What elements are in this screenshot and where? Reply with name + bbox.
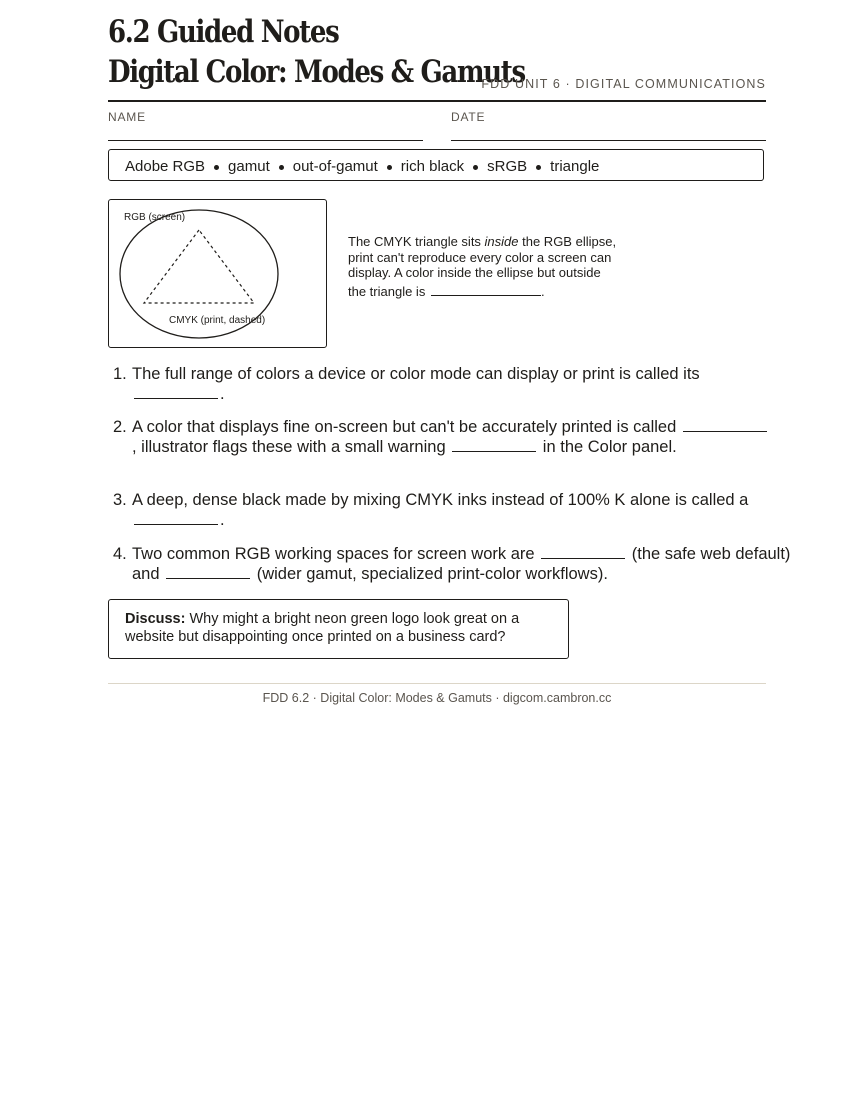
word-bank-term: gamut [228,158,270,175]
gamut-diagram-svg [109,200,328,349]
name-field-line[interactable] [108,140,423,141]
gamut-diagram [108,199,327,348]
word-bank-term: Adobe RGB [125,158,206,175]
question-text: A color that displays fine on-screen but can't be accurately printed is called [132,418,681,436]
bullet-separator [214,165,219,170]
question-text: . [220,385,225,403]
question-number: 3. [113,491,127,509]
question-item [108,364,792,404]
question-item [108,544,792,584]
answer-blank[interactable] [541,545,625,559]
question-number: 2. [113,418,127,436]
question-item [108,417,772,457]
question-text: , illustrator flags these with a small warning [132,438,451,456]
page-title [108,12,525,92]
answer-blank[interactable] [683,418,767,432]
caption-emphasis: inside [484,234,519,249]
answer-blank[interactable] [452,438,536,452]
question-text: Two common RGB working spaces for screen work are [132,545,540,563]
discuss-label: Discuss: [125,611,186,627]
word-bank-term: out-of-gamut [292,158,378,175]
question-text: in the Color panel. [538,438,677,456]
bullet-separator [279,165,284,170]
diagram-caption [348,234,618,299]
cmyk-gamut-triangle [144,230,254,303]
discuss-text: Why might a bright neon green logo look great on a website but disappointing once printed on a business card? [125,611,520,645]
word-bank-term: triangle [550,158,600,175]
question-text: (the safe web default) and [132,545,791,583]
header-divider [108,100,766,102]
footer: FDD 6.2 · Digital Color: Modes & Gamuts · digcom.cambron.cc [262,691,612,705]
title-line-2: Digital Color: Modes & Gamuts [108,54,525,90]
name-label: NAME [108,110,146,124]
footer-divider [108,683,766,684]
answer-blank[interactable] [431,281,541,296]
bullet-separator [473,165,478,170]
date-field-line[interactable] [451,140,766,141]
question-item [108,490,812,530]
caption-text: The CMYK triangle sits [348,234,485,249]
answer-blank[interactable] [134,511,218,525]
cmyk-label: CMYK (print, dashed) [169,315,266,326]
answer-blank[interactable] [166,565,250,579]
caption-text: the RGB ellipse, print can't reproduce every color a screen can display. A color inside the ellipse but outside the triangle is [348,234,617,299]
title-line-1: 6.2 Guided Notes [108,14,339,50]
question-text: The full range of colors a device or color mode can display or print is called its [132,365,700,383]
rgb-label: RGB (screen) [124,212,186,223]
question-number: 4. [113,545,127,563]
question-text: (wider gamut, specialized print-color workflows). [252,565,608,583]
word-bank [108,149,764,181]
bullet-separator [387,165,392,170]
question-text: . [220,511,225,529]
bullet-separator [536,165,541,170]
question-text: A deep, dense black made by mixing CMYK inks instead of 100% K alone is called a [132,491,749,509]
word-bank-term: rich black [400,158,465,175]
discuss-box [108,599,569,659]
date-label: DATE [451,110,486,124]
unit-label: FDD UNIT 6 · DIGITAL COMMUNICATIONS [481,77,766,91]
word-bank-term: sRGB [487,158,528,175]
question-number: 1. [113,365,127,383]
caption-text: . [540,283,545,299]
answer-blank[interactable] [134,385,218,399]
